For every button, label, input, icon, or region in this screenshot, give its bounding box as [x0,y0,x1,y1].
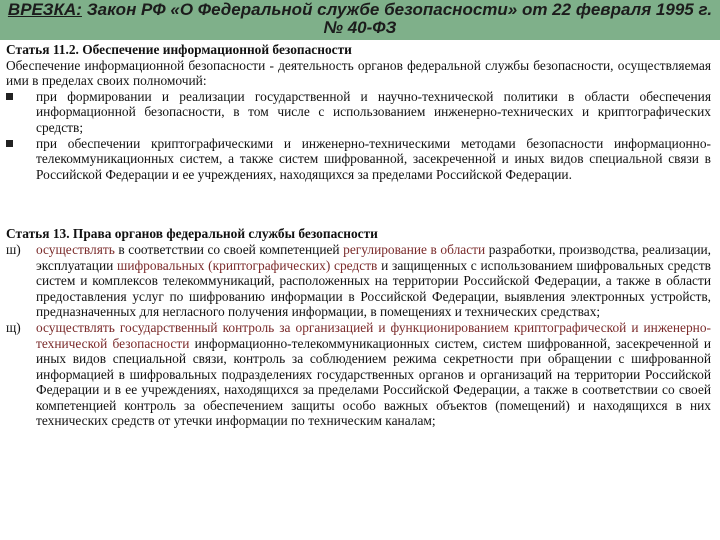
highlighted-phrase: шифровальных (криптографических) средств [117,257,378,273]
list-item-text: при формировании и реализации государственной и научно-технической политики в области обеспечения информационной безопасности, в том числе с использованием инженерно-технических и криптографических средств; [36,88,711,135]
list-item [6,242,711,320]
highlighted-phrase: регулирование в области [343,241,486,257]
list-item [6,89,711,136]
square-bullet-icon [6,93,13,100]
highlighted-phrase: осуществлять [36,241,115,257]
section-gap [6,182,711,226]
item-text: информационно-телекоммуникационных систем, систем шифрованной, засекреченной и иных видов специальной связи, контроль за соблюдением режима секретности при обращении с шифрованной информацией в шифровальных подразделениях государственных органов и организаций на территории Российской Федерации и в ее учреждениях, находящихся за пределами Российской Федерации, а также в соответствии со своей компетенцией контроль за обеспечением защиты особо важных объектов (помещений) и находящихся в них технических средств от утечки информации по техническим каналам; [36,335,711,429]
square-bullet-icon [6,140,13,147]
item-marker: щ) [6,319,21,335]
document-body [6,42,711,429]
article-13-heading: Статья 13. Права органов федеральной службы безопасности [6,226,378,242]
item-text: в соответствии со своей компетенцией [114,241,344,257]
item-marker: ш) [6,241,21,257]
list-item-text: при обеспечении криптографическими и инженерно-техническими методами безопасности информационно-телекоммуникационных систем, а также систем шифрованной, засекреченной и иных видов специальной связи в Российской Федерации и ее учреждениях, находящихся за пределами Российской Федерации. [36,135,711,182]
article-13-list [6,242,711,429]
item-text: и защищенных с использованием шифровальных средств систем и комплексов телекоммуникаций, расположенных на территории Российской Федерации, а также в области предоставления услуг по шифрованию информации в Российской Федерации, выявления электронных устройств, предназначенных для негласного получения информации, в помещениях и технических средствах; [36,257,711,320]
item-text: разработки, производства, реализации, эксплуатации [36,241,711,273]
list-item [6,320,711,429]
list-item [6,136,711,183]
highlighted-phrase: осуществлять государственный контроль за организацией и функционированием криптографической и инженерно-технической безопасности [36,319,711,351]
article-11-2-heading: Статья 11.2. Обеспечение информационной безопасности [6,42,352,57]
article-11-2-list [6,89,711,183]
page-title [0,0,720,37]
title-rest: Закон РФ «О Федеральной службе безопасности» от 22 февраля 1995 г. № 40-ФЗ [81,0,713,37]
title-lead: ВРЕЗКА: [7,0,82,19]
header-banner [0,0,720,40]
article-11-2-intro: Обеспечение информационной безопасности - деятельность органов федеральной службы безопасности, осуществляемая ими в пределах своих полномочий: [6,57,711,89]
